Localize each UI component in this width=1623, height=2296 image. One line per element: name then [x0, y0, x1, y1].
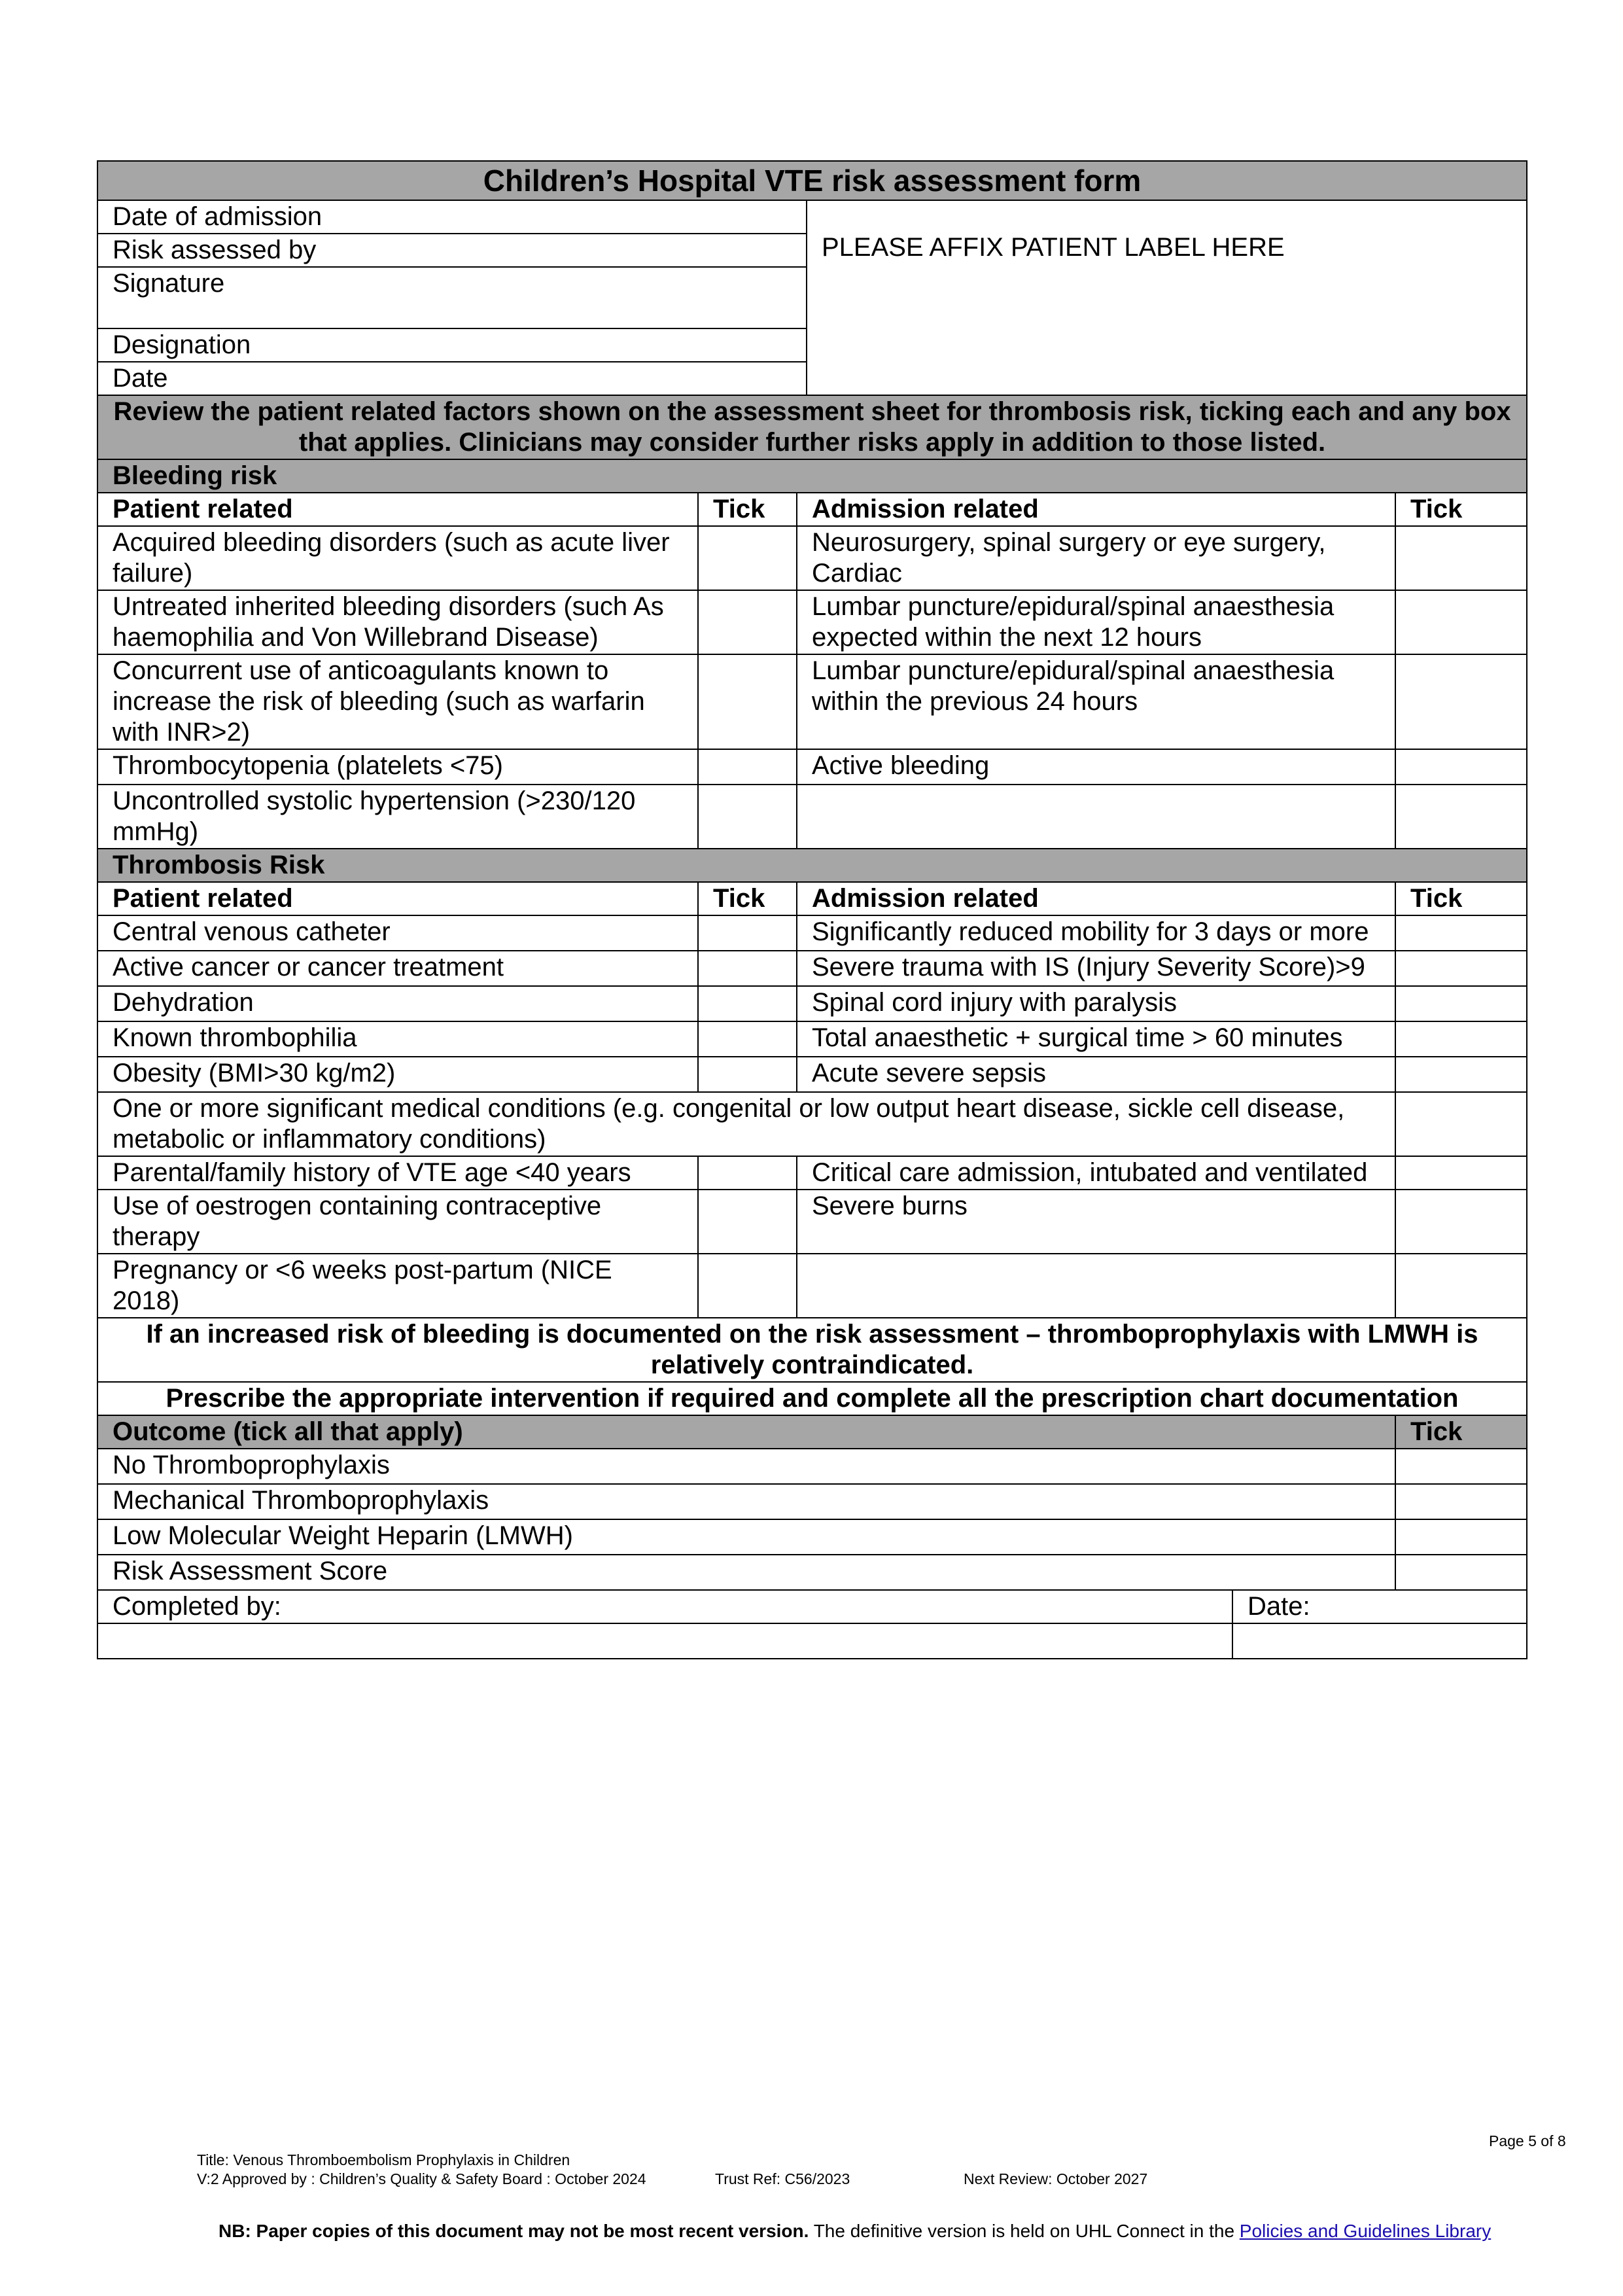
policies-library-link[interactable]: Policies and Guidelines Library [1239, 2221, 1492, 2241]
tick-box[interactable] [1395, 654, 1527, 749]
thrombosis-admission-factor: Severe burns [797, 1190, 1395, 1254]
thrombosis-tick-header-2: Tick [1395, 882, 1527, 915]
outcome-item: Mechanical Thromboprophylaxis [97, 1484, 1395, 1519]
thrombosis-patient-factor: Use of oestrogen containing contraceptive therapy [97, 1190, 698, 1254]
signature-field[interactable]: Signature [97, 267, 807, 328]
instructions-banner: Review the patient related factors shown on the assessment sheet for thrombosis risk, ticking each and any box that applies. Clinicians may consider further risks apply in addition to those listed. [97, 395, 1527, 459]
bleeding-patient-factor: Untreated inherited bleeding disorders (such As haemophilia and Von Willebrand Disease) [97, 590, 698, 654]
patient-label-area: PLEASE AFFIX PATIENT LABEL HERE [807, 200, 1527, 395]
thrombosis-admission-factor: Total anaesthetic + surgical time > 60 minutes [797, 1021, 1395, 1057]
bleeding-admission-factor: Lumbar puncture/epidural/spinal anaesthesia within the previous 24 hours [797, 654, 1395, 749]
tick-box[interactable] [698, 951, 797, 986]
form-title: Children’s Hospital VTE risk assessment form [97, 161, 1527, 200]
footer-approved: V:2 Approved by : Children’s Quality & Safety Board : October 2024 [197, 2170, 646, 2187]
outcome-heading: Outcome (tick all that apply) [97, 1415, 1395, 1449]
thrombosis-patient-factor: Known thrombophilia [97, 1021, 698, 1057]
prescribe-note: Prescribe the appropriate intervention if required and complete all the prescription chart documentation [97, 1382, 1527, 1415]
vte-risk-assessment-form [97, 160, 1527, 1659]
thrombosis-admission-related-header: Admission related [797, 882, 1395, 915]
thrombosis-admission-factor-empty [797, 1254, 1395, 1318]
paper-copy-notice [218, 2220, 1491, 2242]
thrombosis-admission-factor: Severe trauma with IS (Injury Severity Score)>9 [797, 951, 1395, 986]
tick-box[interactable] [698, 1021, 797, 1057]
tick-box[interactable] [1395, 915, 1527, 951]
bleeding-patient-factor: Acquired bleeding disorders (such as acute liver failure) [97, 526, 698, 590]
outcome-tick-header: Tick [1395, 1415, 1527, 1449]
thrombosis-patient-factor: Central venous catheter [97, 915, 698, 951]
thrombosis-admission-factor: Significantly reduced mobility for 3 days or more [797, 915, 1395, 951]
tick-box[interactable] [698, 1156, 797, 1190]
thrombosis-patient-factor: Active cancer or cancer treatment [97, 951, 698, 986]
thrombosis-medical-conditions-factor: One or more significant medical conditions (e.g. congenital or low output heart disease, sickle cell disease, metabolic or inflammatory conditions) [97, 1092, 1395, 1156]
tick-box[interactable] [698, 749, 797, 785]
date-field[interactable]: Date [97, 362, 807, 395]
completed-date-label: Date: [1232, 1590, 1527, 1623]
bleeding-patient-factor: Concurrent use of anticoagulants known to increase the risk of bleeding (such as warfarin with INR>2) [97, 654, 698, 749]
bleeding-tick-header-2: Tick [1395, 493, 1527, 526]
tick-box[interactable] [1395, 1484, 1527, 1519]
bleeding-risk-heading: Bleeding risk [97, 459, 1527, 493]
tick-box[interactable] [1395, 1190, 1527, 1254]
page-number: Page 5 of 8 [1489, 2132, 1566, 2149]
footer-trust-ref: Trust Ref: C56/2023 [715, 2170, 850, 2187]
outcome-item: No Thromboprophylaxis [97, 1449, 1395, 1484]
thrombosis-tick-header: Tick [698, 882, 797, 915]
bleeding-admission-related-header: Admission related [797, 493, 1395, 526]
bleeding-patient-factor: Thrombocytopenia (platelets <75) [97, 749, 698, 785]
bleeding-admission-factor: Lumbar puncture/epidural/spinal anaesthesia expected within the next 12 hours [797, 590, 1395, 654]
date-of-admission-field[interactable]: Date of admission [97, 200, 807, 234]
tick-box[interactable] [1395, 526, 1527, 590]
nb-bold: NB: Paper copies of this document may not be most recent version. [218, 2221, 809, 2241]
risk-assessed-by-field[interactable]: Risk assessed by [97, 234, 807, 267]
tick-box[interactable] [1395, 749, 1527, 785]
thrombosis-patient-factor: Obesity (BMI>30 kg/m2) [97, 1057, 698, 1092]
tick-box[interactable] [698, 1057, 797, 1092]
thrombosis-admission-factor: Critical care admission, intubated and ventilated [797, 1156, 1395, 1190]
nb-text: The definitive version is held on UHL Connect in the [809, 2221, 1240, 2241]
thrombosis-admission-factor: Acute severe sepsis [797, 1057, 1395, 1092]
bleeding-patient-related-header: Patient related [97, 493, 698, 526]
tick-box[interactable] [698, 590, 797, 654]
bleeding-admission-factor: Active bleeding [797, 749, 1395, 785]
tick-box[interactable] [698, 915, 797, 951]
tick-box[interactable] [1395, 951, 1527, 986]
thrombosis-admission-factor: Spinal cord injury with paralysis [797, 986, 1395, 1021]
tick-box[interactable] [1395, 1156, 1527, 1190]
tick-box[interactable] [1395, 1519, 1527, 1555]
thrombosis-patient-factor: Dehydration [97, 986, 698, 1021]
bleeding-admission-factor: Neurosurgery, spinal surgery or eye surgery, Cardiac [797, 526, 1395, 590]
tick-box[interactable] [1395, 785, 1527, 849]
lmwh-warning: If an increased risk of bleeding is documented on the risk assessment – thromboprophylaxis with LMWH is relatively contraindicated. [97, 1318, 1527, 1382]
completed-by-label: Completed by: [97, 1590, 1232, 1623]
footer-next-review: Next Review: October 2027 [964, 2170, 1148, 2187]
bleeding-admission-factor-empty [797, 785, 1395, 849]
thrombosis-patient-factor: Parental/family history of VTE age <40 years [97, 1156, 698, 1190]
designation-field[interactable]: Designation [97, 328, 807, 362]
tick-box[interactable] [1395, 1092, 1527, 1156]
bleeding-patient-factor: Uncontrolled systolic hypertension (>230/120 mmHg) [97, 785, 698, 849]
tick-box[interactable] [1395, 986, 1527, 1021]
tick-box[interactable] [1395, 590, 1527, 654]
thrombosis-risk-heading: Thrombosis Risk [97, 849, 1527, 882]
bleeding-tick-header: Tick [698, 493, 797, 526]
tick-box[interactable] [1395, 1057, 1527, 1092]
outcome-item: Low Molecular Weight Heparin (LMWH) [97, 1519, 1395, 1555]
tick-box[interactable] [698, 526, 797, 590]
thrombosis-patient-related-header: Patient related [97, 882, 698, 915]
tick-box[interactable] [698, 785, 797, 849]
tick-box[interactable] [698, 654, 797, 749]
completed-date-input[interactable] [1232, 1623, 1527, 1659]
tick-box[interactable] [1395, 1254, 1527, 1318]
footer-title: Title: Venous Thromboembolism Prophylaxis in Children [197, 2151, 570, 2168]
completed-by-input[interactable] [97, 1623, 1232, 1659]
tick-box[interactable] [698, 1254, 797, 1318]
tick-box[interactable] [698, 986, 797, 1021]
outcome-item: Risk Assessment Score [97, 1555, 1395, 1590]
thrombosis-patient-factor: Pregnancy or <6 weeks post-partum (NICE 2018) [97, 1254, 698, 1318]
tick-box[interactable] [698, 1190, 797, 1254]
tick-box[interactable] [1395, 1555, 1527, 1590]
tick-box[interactable] [1395, 1021, 1527, 1057]
tick-box[interactable] [1395, 1449, 1527, 1484]
